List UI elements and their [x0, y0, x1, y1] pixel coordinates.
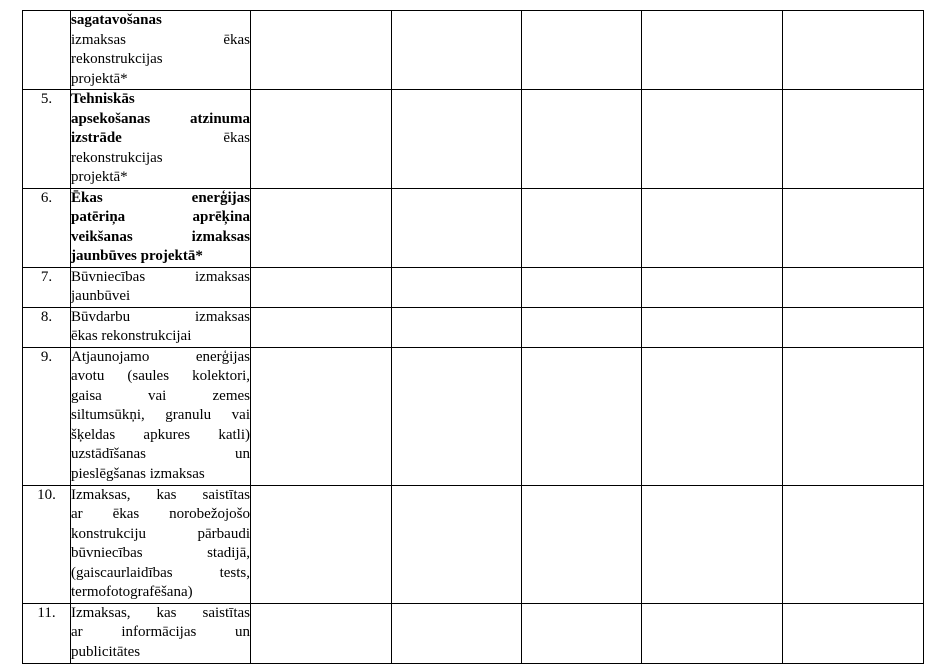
- description-line: [71, 189, 250, 209]
- empty-cell: [783, 188, 924, 267]
- row-number: 6.: [23, 188, 71, 267]
- description-line: [71, 168, 250, 188]
- description-text: rekonstrukcijas: [71, 51, 163, 67]
- empty-cell: [392, 603, 522, 663]
- description-text: ar informācijas un: [71, 624, 250, 640]
- row-number: 8.: [23, 307, 71, 347]
- description-line: [71, 583, 250, 603]
- description-text: projektā*: [71, 169, 128, 185]
- row-number: 9.: [23, 347, 71, 485]
- description-line: [71, 465, 250, 485]
- description-line: [71, 525, 250, 545]
- description-text: publicitātes: [71, 643, 141, 660]
- empty-cell: [392, 347, 522, 485]
- description-line: [71, 564, 250, 584]
- empty-cell: [392, 307, 522, 347]
- empty-cell: [783, 603, 924, 663]
- description-text: (gaiscaurlaidības tests,: [71, 564, 250, 581]
- description-line: [71, 308, 250, 328]
- description-line: [71, 287, 250, 307]
- empty-cell: [642, 347, 783, 485]
- empty-cell: [251, 603, 392, 663]
- row-number: 7.: [23, 267, 71, 307]
- description-line: [71, 544, 250, 564]
- empty-cell: [522, 347, 642, 485]
- empty-cell: [251, 267, 392, 307]
- empty-cell: [642, 603, 783, 663]
- description-line: [71, 445, 250, 465]
- empty-cell: [783, 347, 924, 485]
- description-text: Tehniskās: [71, 91, 135, 107]
- description-line: [71, 208, 250, 228]
- empty-cell: [392, 267, 522, 307]
- description-text: patēriņa aprēķina: [71, 209, 250, 225]
- empty-cell: [783, 11, 924, 90]
- description-text: izmaksas ēkas: [71, 31, 250, 48]
- empty-cell: [642, 11, 783, 90]
- empty-cell: [783, 485, 924, 603]
- description-text: pieslēgšanas izmaksas: [71, 465, 205, 482]
- description-line: [71, 367, 250, 387]
- description-text: veikšanas izmaksas: [71, 228, 250, 245]
- empty-cell: [392, 90, 522, 189]
- description-line: [71, 348, 250, 368]
- table-body: [23, 11, 924, 664]
- table-row: [23, 188, 924, 267]
- description-text: ar ēkas norobežojošo: [71, 506, 250, 522]
- description-text: avotu (saules kolektori,: [71, 368, 250, 384]
- description-line: [71, 623, 250, 643]
- description-text: jaunbūvei: [71, 288, 131, 304]
- description-tail: ēkas: [223, 130, 250, 146]
- empty-cell: [522, 11, 642, 90]
- cost-table: [22, 10, 924, 664]
- description-line: [71, 486, 250, 506]
- description-line: [71, 604, 250, 624]
- row-description: [71, 603, 251, 663]
- description-text: siltumsūkņi, granulu vai: [71, 407, 250, 423]
- empty-cell: [642, 90, 783, 189]
- row-description: [71, 90, 251, 189]
- empty-cell: [522, 90, 642, 189]
- empty-cell: [251, 347, 392, 485]
- description-line: [71, 505, 250, 525]
- description-text: gaisa vai zemes: [71, 387, 250, 404]
- description-line: [71, 90, 250, 110]
- empty-cell: [783, 267, 924, 307]
- row-description: [71, 11, 251, 90]
- table-row: [23, 347, 924, 485]
- description-text: apsekošanas atzinuma: [71, 110, 250, 127]
- empty-cell: [642, 307, 783, 347]
- empty-cell: [522, 307, 642, 347]
- description-text: uzstādīšanas un: [71, 446, 250, 462]
- description-text: Izmaksas, kas saistītas: [71, 604, 250, 621]
- empty-cell: [642, 485, 783, 603]
- empty-cell: [251, 90, 392, 189]
- table-row: [23, 485, 924, 603]
- empty-cell: [392, 188, 522, 267]
- table-row: [23, 307, 924, 347]
- description-line: [71, 406, 250, 426]
- empty-cell: [783, 307, 924, 347]
- empty-cell: [522, 267, 642, 307]
- description-text: sagatavošanas: [71, 12, 162, 28]
- description-line: [71, 11, 250, 31]
- empty-cell: [251, 188, 392, 267]
- description-text: projektā*: [71, 70, 128, 87]
- description-line: [71, 228, 250, 248]
- empty-cell: [392, 11, 522, 90]
- description-text: Būvdarbu izmaksas: [71, 308, 250, 325]
- description-text: jaunbūves projektā*: [71, 248, 203, 264]
- empty-cell: [522, 603, 642, 663]
- description-text: Būvniecības izmaksas: [71, 268, 250, 285]
- description-text: Izmaksas, kas saistītas: [71, 486, 250, 503]
- row-description: [71, 267, 251, 307]
- description-line: [71, 31, 250, 51]
- description-line: [71, 643, 250, 663]
- description-text: konstrukciju pārbaudi: [71, 525, 250, 542]
- empty-cell: [251, 485, 392, 603]
- empty-cell: [392, 485, 522, 603]
- description-line: [71, 387, 250, 407]
- row-description: [71, 188, 251, 267]
- description-line: [71, 247, 250, 267]
- row-description: [71, 485, 251, 603]
- description-line: [71, 149, 250, 169]
- row-description: [71, 307, 251, 347]
- empty-cell: [251, 11, 392, 90]
- row-number: 5.: [23, 90, 71, 189]
- row-description: [71, 347, 251, 485]
- empty-cell: [522, 188, 642, 267]
- description-line: [71, 110, 250, 130]
- empty-cell: [783, 90, 924, 189]
- description-text: izstrāde: [71, 130, 122, 146]
- description-text: šķeldas apkures katli): [71, 426, 250, 443]
- empty-cell: [642, 267, 783, 307]
- description-line: [71, 426, 250, 446]
- table-row: [23, 90, 924, 189]
- empty-cell: [642, 188, 783, 267]
- empty-cell: [251, 307, 392, 347]
- row-number: 11.: [23, 603, 71, 663]
- empty-cell: [522, 485, 642, 603]
- description-line: [71, 327, 250, 347]
- table-row: [23, 11, 924, 90]
- description-line: [71, 70, 250, 90]
- description-text: termofotografēšana): [71, 584, 193, 600]
- description-line: [71, 129, 250, 149]
- description-line: [71, 268, 250, 288]
- table-row: [23, 267, 924, 307]
- description-text: būvniecības stadijā,: [71, 545, 250, 561]
- row-number: [23, 11, 71, 90]
- description-text: ēkas rekonstrukcijai: [71, 328, 192, 344]
- row-number: 10.: [23, 485, 71, 603]
- description-text: Ēkas enerģijas: [71, 189, 250, 206]
- description-text: rekonstrukcijas: [71, 149, 163, 166]
- description-line: [71, 50, 250, 70]
- table-row: [23, 603, 924, 663]
- description-text: Atjaunojamo enerģijas: [71, 348, 250, 365]
